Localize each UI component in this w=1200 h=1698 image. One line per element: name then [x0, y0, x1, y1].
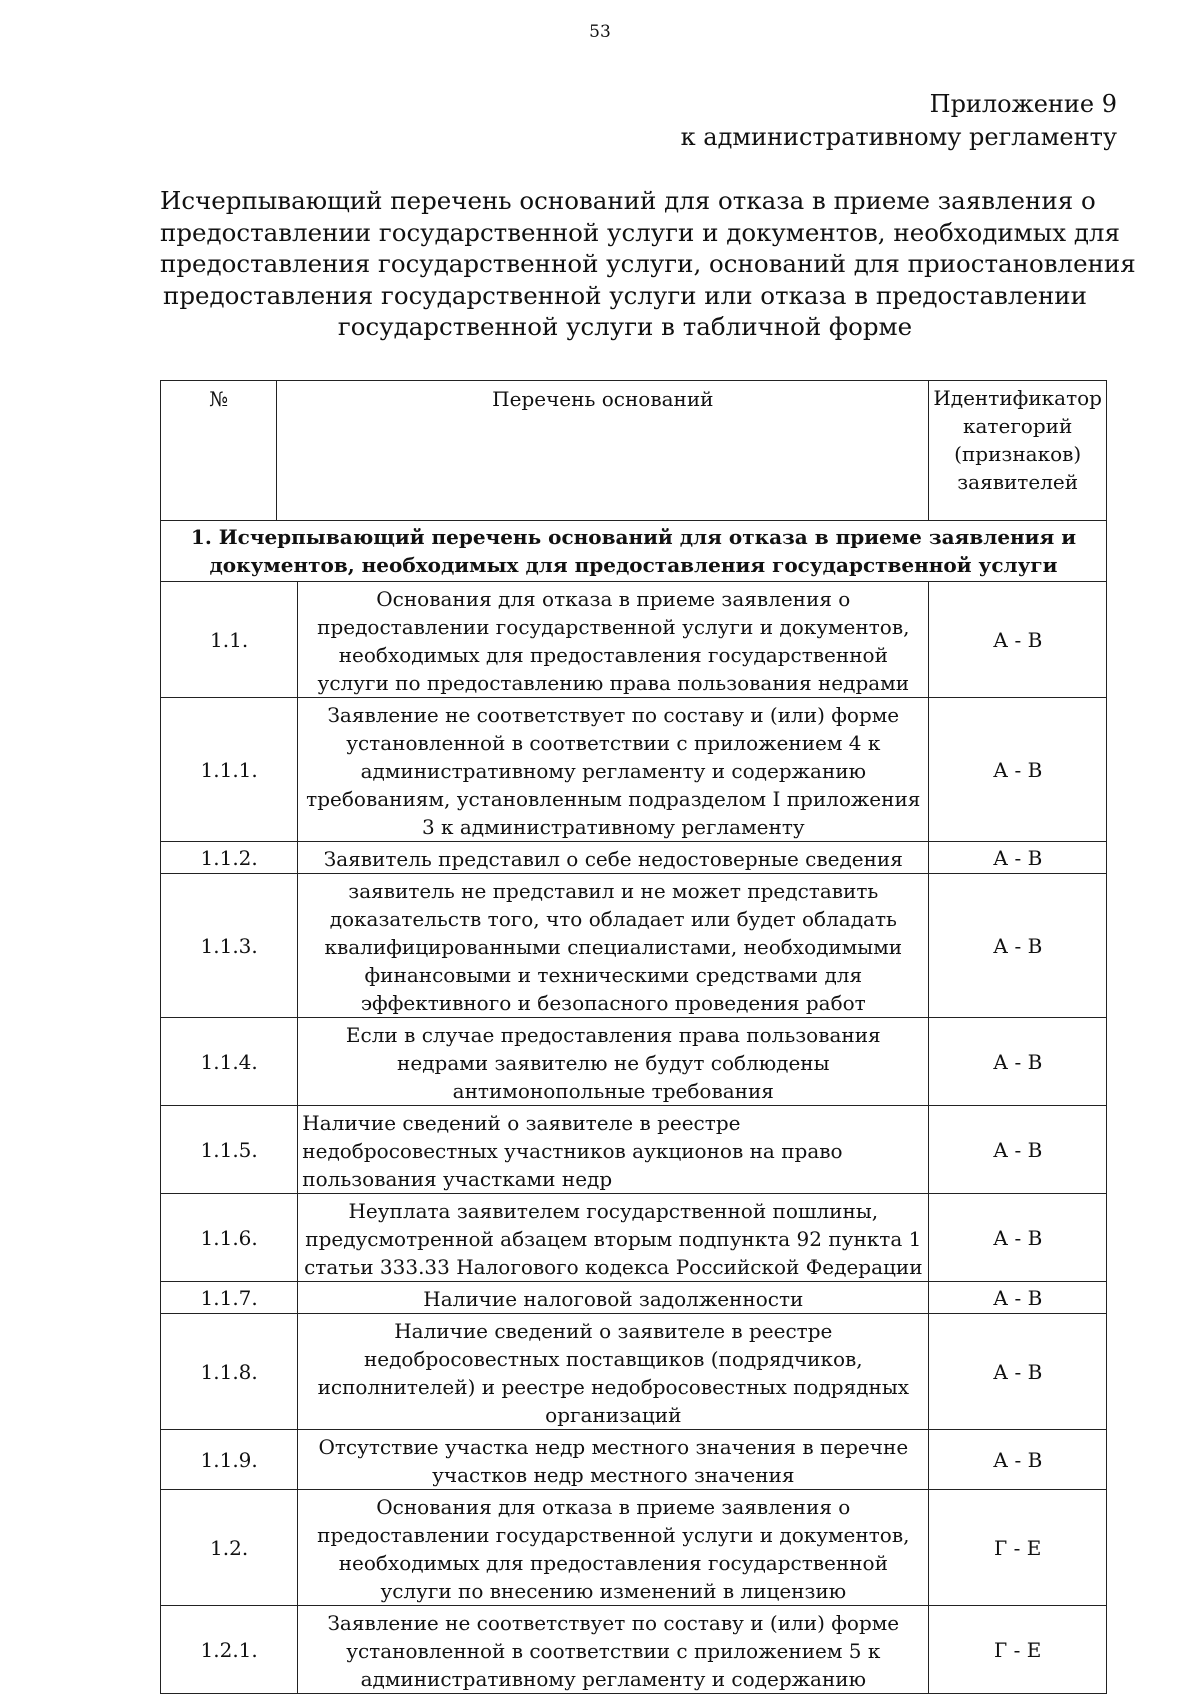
table-row — [161, 698, 1107, 842]
header-number: № — [161, 381, 277, 521]
header-grounds: Перечень оснований — [277, 381, 929, 521]
row-text: Если в случае предоставления права пользования недрами заявителю не будут соблюдены антимонопольные требования — [298, 1018, 929, 1106]
header-identifier: Идентификатор категорий (признаков) заявителей — [929, 381, 1107, 521]
appendix-reference — [681, 88, 1117, 154]
row-text: заявитель не представил и не может представить доказательств того, что обладает или будет обладать квалифицированными специалистами, необходимыми финансовыми и техническими средствами для эффективного и безопасного проведения работ — [298, 874, 929, 1018]
document-title — [160, 185, 1136, 343]
table-row — [161, 1194, 1107, 1282]
table-row — [161, 1606, 1107, 1694]
row-number: 1.1. — [161, 582, 298, 698]
row-number: 1.1.3. — [161, 874, 298, 1018]
row-identifier: Г - Е — [929, 1606, 1107, 1694]
section-row — [161, 521, 1107, 582]
table-row — [161, 1314, 1107, 1430]
appendix-line-2: к административному регламенту — [680, 123, 1117, 151]
row-number: 1.1.7. — [161, 1282, 298, 1314]
title-line: предоставлении государственной услуги и документов, необходимых для — [160, 217, 1120, 247]
table-header-row — [161, 381, 1107, 521]
table-row — [161, 1430, 1107, 1490]
row-number: 1.1.9. — [161, 1430, 298, 1490]
row-number: 1.1.1. — [161, 698, 298, 842]
row-number: 1.2.1. — [161, 1606, 298, 1694]
row-number: 1.1.5. — [161, 1106, 298, 1194]
row-identifier: А - В — [929, 1282, 1107, 1314]
row-number: 1.1.6. — [161, 1194, 298, 1282]
appendix-line-1: Приложение 9 — [929, 90, 1117, 118]
row-identifier: А - В — [929, 1194, 1107, 1282]
row-text: Отсутствие участка недр местного значения в перечне участков недр местного значения — [298, 1430, 929, 1490]
row-identifier: А - В — [929, 1314, 1107, 1430]
title-line: государственной услуги в табличной форме — [337, 312, 913, 341]
row-text: Наличие сведений о заявителе в реестре недобросовестных участников аукционов на право пользования участками недр — [298, 1106, 929, 1194]
table-row — [161, 1018, 1107, 1106]
row-text: Наличие сведений о заявителе в реестре недобросовестных поставщиков (подрядчиков, исполнителей) и реестре недобросовестных подрядных организаций — [298, 1314, 929, 1430]
table-row — [161, 874, 1107, 1018]
row-identifier: А - В — [929, 698, 1107, 842]
row-identifier: А - В — [929, 1106, 1107, 1194]
grounds-table — [160, 380, 1107, 1694]
table-row — [161, 1106, 1107, 1194]
row-identifier: А - В — [929, 1018, 1107, 1106]
row-number: 1.2. — [161, 1490, 298, 1606]
row-text: Заявитель представил о себе недостоверные сведения — [298, 842, 929, 874]
table-row — [161, 842, 1107, 874]
row-text: Заявление не соответствует по составу и (или) форме установленной в соответствии с приложением 5 к административному регламенту и содержанию — [298, 1606, 929, 1694]
table-row — [161, 582, 1107, 698]
page-number: 53 — [589, 22, 611, 42]
row-number: 1.1.8. — [161, 1314, 298, 1430]
row-text: Основания для отказа в приеме заявления о предоставлении государственной услуги и документов, необходимых для предоставления государственной услуги по предоставлению права пользования недрами — [298, 582, 929, 698]
row-text: Неуплата заявителем государственной пошлины, предусмотренной абзацем вторым подпункта 92 пункта 1 статьи 333.33 Налогового кодекса Российской Федерации — [298, 1194, 929, 1282]
title-line: предоставления государственной услуги, оснований для приостановления — [160, 249, 1136, 278]
row-text: Основания для отказа в приеме заявления о предоставлении государственной услуги и документов, необходимых для предоставления государственной услуги по внесению изменений в лицензию — [298, 1490, 929, 1606]
row-identifier: А - В — [929, 874, 1107, 1018]
row-identifier: А - В — [929, 582, 1107, 698]
title-line: Исчерпывающий перечень оснований для отказа в приеме заявления о — [160, 186, 1096, 215]
row-identifier: А - В — [929, 1430, 1107, 1490]
row-text: Наличие налоговой задолженности — [298, 1282, 929, 1314]
table-row — [161, 1282, 1107, 1314]
row-number: 1.1.2. — [161, 842, 298, 874]
row-text: Заявление не соответствует по составу и (или) форме установленной в соответствии с приложением 4 к административному регламенту и содержанию требованиям, установленным подразделом I приложения 3 к административному регламенту — [298, 698, 929, 842]
row-number: 1.1.4. — [161, 1018, 298, 1106]
title-line: предоставления государственной услуги или отказа в предоставлении — [163, 280, 1087, 310]
row-identifier: А - В — [929, 842, 1107, 874]
row-identifier: Г - Е — [929, 1490, 1107, 1606]
table-row — [161, 1490, 1107, 1606]
section-heading: 1. Исчерпывающий перечень оснований для отказа в приеме заявления и документов, необходимых для предоставления государственной услуги — [161, 521, 1107, 582]
